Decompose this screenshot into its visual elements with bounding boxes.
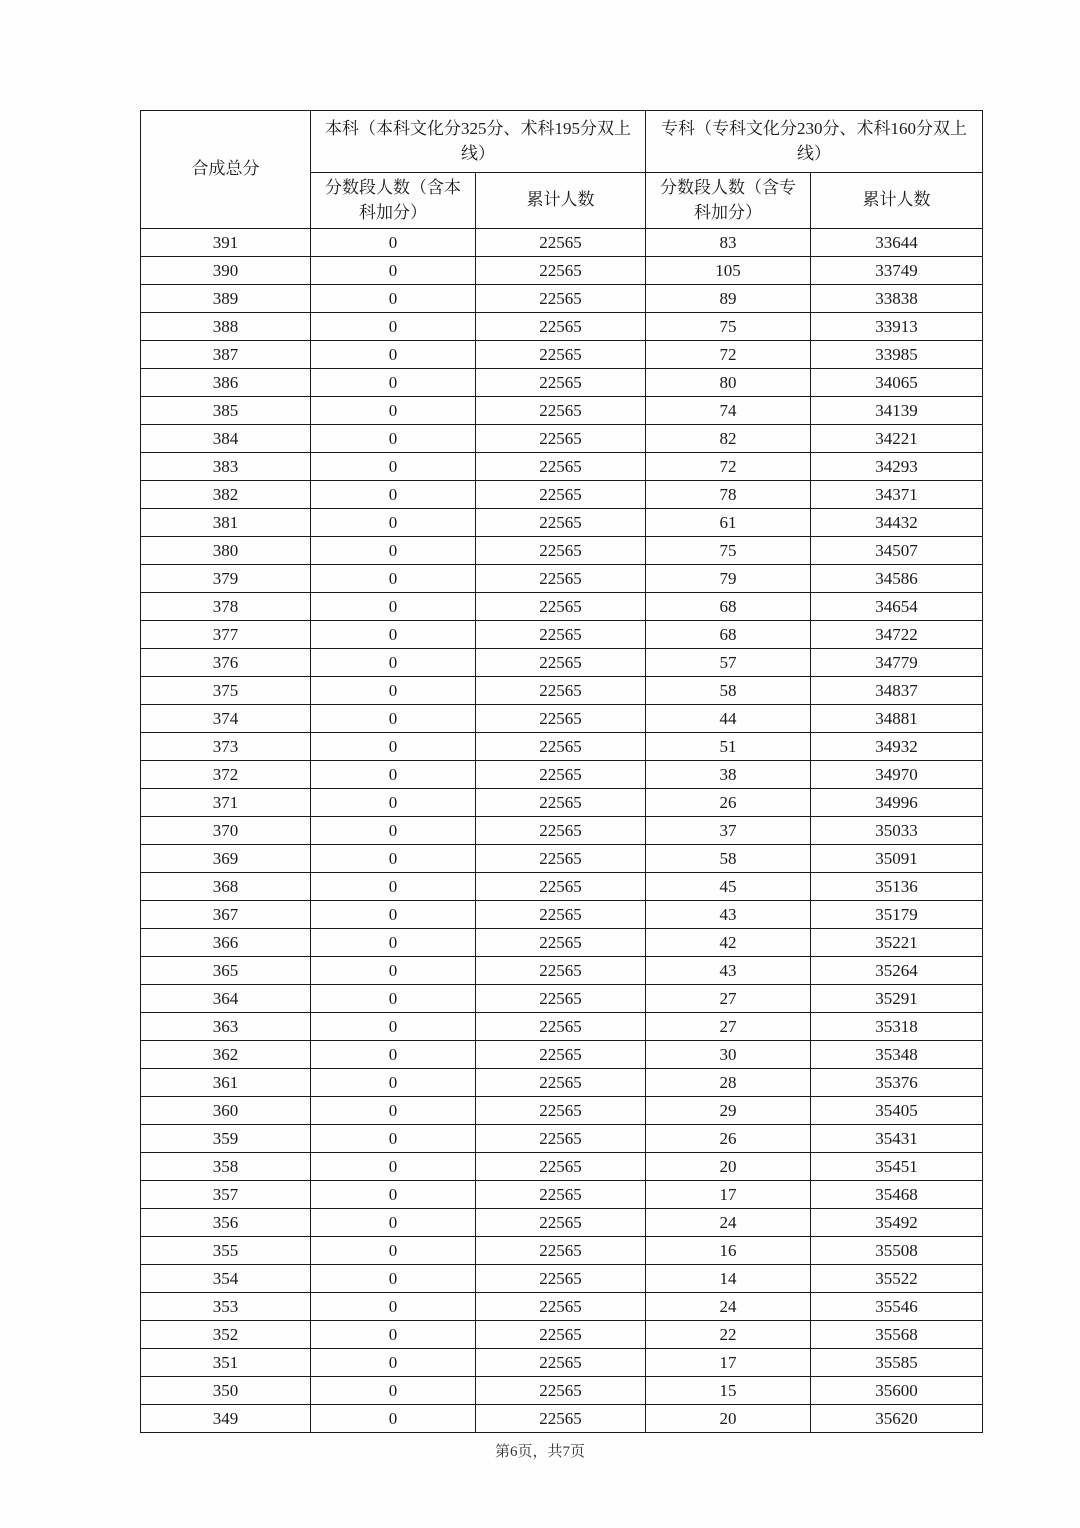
- table-row: [141, 509, 983, 537]
- total-score-cell: 386: [141, 369, 311, 397]
- table-row: [141, 425, 983, 453]
- score-distribution-table: [140, 110, 983, 1433]
- zhuanke-cumulative-cell: 35221: [811, 929, 983, 957]
- benke-cumulative-cell: 22565: [476, 509, 646, 537]
- benke-segment-count-cell: 0: [311, 1265, 476, 1293]
- benke-cumulative-cell: 22565: [476, 1041, 646, 1069]
- total-score-cell: 359: [141, 1125, 311, 1153]
- benke-segment-count-cell: 0: [311, 649, 476, 677]
- table-row: [141, 1265, 983, 1293]
- total-score-cell: 363: [141, 1013, 311, 1041]
- benke-cumulative-cell: 22565: [476, 1405, 646, 1433]
- total-score-cell: 354: [141, 1265, 311, 1293]
- benke-cumulative-cell: 22565: [476, 1237, 646, 1265]
- table-row: [141, 985, 983, 1013]
- table-row: [141, 1377, 983, 1405]
- benke-segment-count-cell: 0: [311, 341, 476, 369]
- table-row: [141, 845, 983, 873]
- zhuanke-cumulative-cell: 35376: [811, 1069, 983, 1097]
- zhuanke-segment-count-cell: 79: [646, 565, 811, 593]
- zhuanke-cumulative-cell: 35546: [811, 1293, 983, 1321]
- total-score-cell: 356: [141, 1209, 311, 1237]
- benke-segment-count-cell: 0: [311, 1293, 476, 1321]
- total-score-cell: 367: [141, 901, 311, 929]
- benke-cumulative-cell: 22565: [476, 873, 646, 901]
- benke-cumulative-cell: 22565: [476, 313, 646, 341]
- zhuanke-segment-count-cell: 72: [646, 341, 811, 369]
- total-score-cell: 372: [141, 761, 311, 789]
- col-header-total-score: 合成总分: [141, 111, 311, 229]
- table-row: [141, 1041, 983, 1069]
- zhuanke-segment-count-cell: 82: [646, 425, 811, 453]
- zhuanke-segment-count-cell: 68: [646, 621, 811, 649]
- table-row: [141, 1209, 983, 1237]
- zhuanke-cumulative-cell: 35136: [811, 873, 983, 901]
- table-row: [141, 761, 983, 789]
- zhuanke-cumulative-cell: 34065: [811, 369, 983, 397]
- benke-segment-count-cell: 0: [311, 929, 476, 957]
- benke-cumulative-cell: 22565: [476, 957, 646, 985]
- total-score-cell: 373: [141, 733, 311, 761]
- zhuanke-cumulative-cell: 35405: [811, 1097, 983, 1125]
- benke-segment-count-cell: 0: [311, 313, 476, 341]
- benke-cumulative-cell: 22565: [476, 397, 646, 425]
- table-row: [141, 649, 983, 677]
- table-row: [141, 229, 983, 257]
- zhuanke-segment-count-cell: 22: [646, 1321, 811, 1349]
- benke-cumulative-cell: 22565: [476, 929, 646, 957]
- table-row: [141, 789, 983, 817]
- benke-cumulative-cell: 22565: [476, 1181, 646, 1209]
- benke-cumulative-cell: 22565: [476, 1293, 646, 1321]
- zhuanke-cumulative-cell: 35468: [811, 1181, 983, 1209]
- zhuanke-segment-count-cell: 20: [646, 1153, 811, 1181]
- benke-cumulative-cell: 22565: [476, 565, 646, 593]
- table-row: [141, 929, 983, 957]
- benke-cumulative-cell: 22565: [476, 621, 646, 649]
- benke-segment-count-cell: 0: [311, 1097, 476, 1125]
- zhuanke-cumulative-cell: 34139: [811, 397, 983, 425]
- total-score-cell: 390: [141, 257, 311, 285]
- benke-cumulative-cell: 22565: [476, 369, 646, 397]
- table-row: [141, 397, 983, 425]
- table-body: [141, 229, 983, 1433]
- zhuanke-segment-count-cell: 89: [646, 285, 811, 313]
- benke-cumulative-cell: 22565: [476, 481, 646, 509]
- benke-cumulative-cell: 22565: [476, 1069, 646, 1097]
- benke-cumulative-cell: 22565: [476, 1349, 646, 1377]
- zhuanke-segment-count-cell: 42: [646, 929, 811, 957]
- subheader-benke-cumulative: 累计人数: [476, 173, 646, 229]
- zhuanke-segment-count-cell: 43: [646, 901, 811, 929]
- table-row: [141, 285, 983, 313]
- zhuanke-cumulative-cell: 35318: [811, 1013, 983, 1041]
- header-row-groups: [141, 111, 983, 173]
- benke-segment-count-cell: 0: [311, 1349, 476, 1377]
- zhuanke-segment-count-cell: 78: [646, 481, 811, 509]
- zhuanke-cumulative-cell: 34970: [811, 761, 983, 789]
- zhuanke-cumulative-cell: 35585: [811, 1349, 983, 1377]
- zhuanke-cumulative-cell: 35291: [811, 985, 983, 1013]
- zhuanke-segment-count-cell: 30: [646, 1041, 811, 1069]
- benke-segment-count-cell: 0: [311, 873, 476, 901]
- zhuanke-cumulative-cell: 33985: [811, 341, 983, 369]
- table-row: [141, 1237, 983, 1265]
- benke-cumulative-cell: 22565: [476, 1097, 646, 1125]
- total-score-cell: 377: [141, 621, 311, 649]
- benke-segment-count-cell: 0: [311, 1041, 476, 1069]
- benke-cumulative-cell: 22565: [476, 761, 646, 789]
- benke-cumulative-cell: 22565: [476, 985, 646, 1013]
- benke-cumulative-cell: 22565: [476, 285, 646, 313]
- subheader-zhuanke-cumulative: 累计人数: [811, 173, 983, 229]
- zhuanke-cumulative-cell: 35451: [811, 1153, 983, 1181]
- table-row: [141, 1181, 983, 1209]
- table-row: [141, 873, 983, 901]
- benke-segment-count-cell: 0: [311, 1125, 476, 1153]
- total-score-cell: 349: [141, 1405, 311, 1433]
- total-score-cell: 388: [141, 313, 311, 341]
- zhuanke-segment-count-cell: 58: [646, 845, 811, 873]
- total-score-cell: 375: [141, 677, 311, 705]
- zhuanke-segment-count-cell: 72: [646, 453, 811, 481]
- benke-segment-count-cell: 0: [311, 901, 476, 929]
- zhuanke-cumulative-cell: 35179: [811, 901, 983, 929]
- zhuanke-segment-count-cell: 20: [646, 1405, 811, 1433]
- zhuanke-cumulative-cell: 34722: [811, 621, 983, 649]
- zhuanke-cumulative-cell: 34586: [811, 565, 983, 593]
- benke-segment-count-cell: 0: [311, 481, 476, 509]
- zhuanke-segment-count-cell: 105: [646, 257, 811, 285]
- zhuanke-segment-count-cell: 80: [646, 369, 811, 397]
- table-row: [141, 1293, 983, 1321]
- zhuanke-segment-count-cell: 28: [646, 1069, 811, 1097]
- benke-segment-count-cell: 0: [311, 1237, 476, 1265]
- zhuanke-segment-count-cell: 14: [646, 1265, 811, 1293]
- zhuanke-segment-count-cell: 75: [646, 313, 811, 341]
- group-header-zhuanke: 专科（专科文化分230分、术科160分双上线）: [646, 111, 983, 173]
- table-row: [141, 369, 983, 397]
- zhuanke-segment-count-cell: 17: [646, 1181, 811, 1209]
- zhuanke-cumulative-cell: 33913: [811, 313, 983, 341]
- subheader-benke-segment-count: 分数段人数（含本科加分）: [311, 173, 476, 229]
- benke-segment-count-cell: 0: [311, 453, 476, 481]
- zhuanke-cumulative-cell: 34371: [811, 481, 983, 509]
- benke-segment-count-cell: 0: [311, 229, 476, 257]
- benke-segment-count-cell: 0: [311, 985, 476, 1013]
- zhuanke-segment-count-cell: 24: [646, 1209, 811, 1237]
- zhuanke-segment-count-cell: 58: [646, 677, 811, 705]
- zhuanke-cumulative-cell: 33749: [811, 257, 983, 285]
- benke-cumulative-cell: 22565: [476, 593, 646, 621]
- zhuanke-segment-count-cell: 16: [646, 1237, 811, 1265]
- benke-cumulative-cell: 22565: [476, 705, 646, 733]
- zhuanke-segment-count-cell: 45: [646, 873, 811, 901]
- benke-cumulative-cell: 22565: [476, 229, 646, 257]
- zhuanke-cumulative-cell: 35264: [811, 957, 983, 985]
- total-score-cell: 387: [141, 341, 311, 369]
- zhuanke-segment-count-cell: 38: [646, 761, 811, 789]
- zhuanke-segment-count-cell: 75: [646, 537, 811, 565]
- subheader-zhuanke-segment-count: 分数段人数（含专科加分）: [646, 173, 811, 229]
- zhuanke-segment-count-cell: 83: [646, 229, 811, 257]
- table-row: [141, 593, 983, 621]
- total-score-cell: 365: [141, 957, 311, 985]
- benke-segment-count-cell: 0: [311, 733, 476, 761]
- zhuanke-segment-count-cell: 61: [646, 509, 811, 537]
- zhuanke-segment-count-cell: 26: [646, 1125, 811, 1153]
- total-score-cell: 350: [141, 1377, 311, 1405]
- zhuanke-segment-count-cell: 26: [646, 789, 811, 817]
- total-score-cell: 391: [141, 229, 311, 257]
- total-score-cell: 379: [141, 565, 311, 593]
- total-score-cell: 385: [141, 397, 311, 425]
- table-row: [141, 1125, 983, 1153]
- total-score-cell: 374: [141, 705, 311, 733]
- zhuanke-segment-count-cell: 27: [646, 1013, 811, 1041]
- total-score-cell: 355: [141, 1237, 311, 1265]
- benke-cumulative-cell: 22565: [476, 1377, 646, 1405]
- benke-segment-count-cell: 0: [311, 1209, 476, 1237]
- benke-segment-count-cell: 0: [311, 1405, 476, 1433]
- benke-cumulative-cell: 22565: [476, 1265, 646, 1293]
- table-row: [141, 957, 983, 985]
- total-score-cell: 353: [141, 1293, 311, 1321]
- total-score-cell: 357: [141, 1181, 311, 1209]
- benke-segment-count-cell: 0: [311, 677, 476, 705]
- benke-cumulative-cell: 22565: [476, 817, 646, 845]
- total-score-cell: 360: [141, 1097, 311, 1125]
- benke-segment-count-cell: 0: [311, 761, 476, 789]
- benke-cumulative-cell: 22565: [476, 425, 646, 453]
- zhuanke-cumulative-cell: 33644: [811, 229, 983, 257]
- zhuanke-cumulative-cell: 34432: [811, 509, 983, 537]
- total-score-cell: 361: [141, 1069, 311, 1097]
- benke-segment-count-cell: 0: [311, 817, 476, 845]
- total-score-cell: 376: [141, 649, 311, 677]
- total-score-cell: 380: [141, 537, 311, 565]
- zhuanke-cumulative-cell: 35620: [811, 1405, 983, 1433]
- benke-cumulative-cell: 22565: [476, 789, 646, 817]
- benke-segment-count-cell: 0: [311, 425, 476, 453]
- zhuanke-cumulative-cell: 35348: [811, 1041, 983, 1069]
- total-score-cell: 370: [141, 817, 311, 845]
- zhuanke-cumulative-cell: 35600: [811, 1377, 983, 1405]
- benke-cumulative-cell: 22565: [476, 1321, 646, 1349]
- zhuanke-cumulative-cell: 34932: [811, 733, 983, 761]
- total-score-cell: 384: [141, 425, 311, 453]
- benke-cumulative-cell: 22565: [476, 341, 646, 369]
- zhuanke-cumulative-cell: 34837: [811, 677, 983, 705]
- benke-segment-count-cell: 0: [311, 1069, 476, 1097]
- zhuanke-cumulative-cell: 35522: [811, 1265, 983, 1293]
- benke-cumulative-cell: 22565: [476, 537, 646, 565]
- table-row: [141, 341, 983, 369]
- table-row: [141, 901, 983, 929]
- benke-segment-count-cell: 0: [311, 369, 476, 397]
- benke-cumulative-cell: 22565: [476, 901, 646, 929]
- total-score-cell: 364: [141, 985, 311, 1013]
- total-score-cell: 383: [141, 453, 311, 481]
- zhuanke-cumulative-cell: 34654: [811, 593, 983, 621]
- benke-cumulative-cell: 22565: [476, 257, 646, 285]
- page-number-footer: 第6页，共7页: [494, 1444, 585, 1460]
- benke-segment-count-cell: 0: [311, 1377, 476, 1405]
- benke-segment-count-cell: 0: [311, 537, 476, 565]
- zhuanke-cumulative-cell: 35508: [811, 1237, 983, 1265]
- table-row: [141, 537, 983, 565]
- table-row: [141, 1349, 983, 1377]
- benke-cumulative-cell: 22565: [476, 649, 646, 677]
- table-row: [141, 733, 983, 761]
- benke-cumulative-cell: 22565: [476, 1013, 646, 1041]
- benke-cumulative-cell: 22565: [476, 1209, 646, 1237]
- zhuanke-cumulative-cell: 34507: [811, 537, 983, 565]
- benke-segment-count-cell: 0: [311, 845, 476, 873]
- zhuanke-cumulative-cell: 33838: [811, 285, 983, 313]
- table-row: [141, 1321, 983, 1349]
- benke-cumulative-cell: 22565: [476, 453, 646, 481]
- table-row: [141, 1153, 983, 1181]
- benke-segment-count-cell: 0: [311, 1321, 476, 1349]
- zhuanke-cumulative-cell: 34881: [811, 705, 983, 733]
- zhuanke-cumulative-cell: 35033: [811, 817, 983, 845]
- total-score-cell: 366: [141, 929, 311, 957]
- table-row: [141, 621, 983, 649]
- total-score-cell: 362: [141, 1041, 311, 1069]
- zhuanke-segment-count-cell: 15: [646, 1377, 811, 1405]
- zhuanke-cumulative-cell: 35492: [811, 1209, 983, 1237]
- benke-segment-count-cell: 0: [311, 565, 476, 593]
- zhuanke-segment-count-cell: 44: [646, 705, 811, 733]
- total-score-cell: 369: [141, 845, 311, 873]
- table-row: [141, 565, 983, 593]
- benke-segment-count-cell: 0: [311, 705, 476, 733]
- benke-cumulative-cell: 22565: [476, 733, 646, 761]
- zhuanke-cumulative-cell: 34779: [811, 649, 983, 677]
- table-row: [141, 1069, 983, 1097]
- benke-segment-count-cell: 0: [311, 789, 476, 817]
- table-row: [141, 481, 983, 509]
- table-row: [141, 817, 983, 845]
- total-score-cell: 381: [141, 509, 311, 537]
- benke-segment-count-cell: 0: [311, 285, 476, 313]
- benke-segment-count-cell: 0: [311, 1153, 476, 1181]
- table-row: [141, 313, 983, 341]
- total-score-cell: 368: [141, 873, 311, 901]
- total-score-cell: 351: [141, 1349, 311, 1377]
- table-row: [141, 677, 983, 705]
- benke-cumulative-cell: 22565: [476, 1153, 646, 1181]
- group-header-benke: 本科（本科文化分325分、术科195分双上线）: [311, 111, 646, 173]
- total-score-cell: 358: [141, 1153, 311, 1181]
- total-score-cell: 371: [141, 789, 311, 817]
- benke-segment-count-cell: 0: [311, 1013, 476, 1041]
- total-score-cell: 389: [141, 285, 311, 313]
- zhuanke-segment-count-cell: 24: [646, 1293, 811, 1321]
- zhuanke-cumulative-cell: 34221: [811, 425, 983, 453]
- benke-cumulative-cell: 22565: [476, 1125, 646, 1153]
- zhuanke-segment-count-cell: 57: [646, 649, 811, 677]
- zhuanke-cumulative-cell: 35091: [811, 845, 983, 873]
- benke-cumulative-cell: 22565: [476, 677, 646, 705]
- zhuanke-cumulative-cell: 35568: [811, 1321, 983, 1349]
- table-row: [141, 1097, 983, 1125]
- zhuanke-segment-count-cell: 51: [646, 733, 811, 761]
- benke-segment-count-cell: 0: [311, 621, 476, 649]
- table-row: [141, 1405, 983, 1433]
- benke-segment-count-cell: 0: [311, 257, 476, 285]
- zhuanke-cumulative-cell: 34293: [811, 453, 983, 481]
- zhuanke-segment-count-cell: 17: [646, 1349, 811, 1377]
- benke-segment-count-cell: 0: [311, 1181, 476, 1209]
- benke-segment-count-cell: 0: [311, 509, 476, 537]
- total-score-cell: 378: [141, 593, 311, 621]
- zhuanke-segment-count-cell: 43: [646, 957, 811, 985]
- zhuanke-segment-count-cell: 74: [646, 397, 811, 425]
- zhuanke-segment-count-cell: 37: [646, 817, 811, 845]
- benke-cumulative-cell: 22565: [476, 845, 646, 873]
- total-score-cell: 382: [141, 481, 311, 509]
- table-row: [141, 705, 983, 733]
- table-row: [141, 453, 983, 481]
- benke-segment-count-cell: 0: [311, 397, 476, 425]
- table-row: [141, 257, 983, 285]
- zhuanke-segment-count-cell: 68: [646, 593, 811, 621]
- benke-segment-count-cell: 0: [311, 957, 476, 985]
- table-header: [141, 111, 983, 229]
- total-score-cell: 352: [141, 1321, 311, 1349]
- table-row: [141, 1013, 983, 1041]
- zhuanke-segment-count-cell: 27: [646, 985, 811, 1013]
- zhuanke-cumulative-cell: 34996: [811, 789, 983, 817]
- zhuanke-cumulative-cell: 35431: [811, 1125, 983, 1153]
- benke-segment-count-cell: 0: [311, 593, 476, 621]
- zhuanke-segment-count-cell: 29: [646, 1097, 811, 1125]
